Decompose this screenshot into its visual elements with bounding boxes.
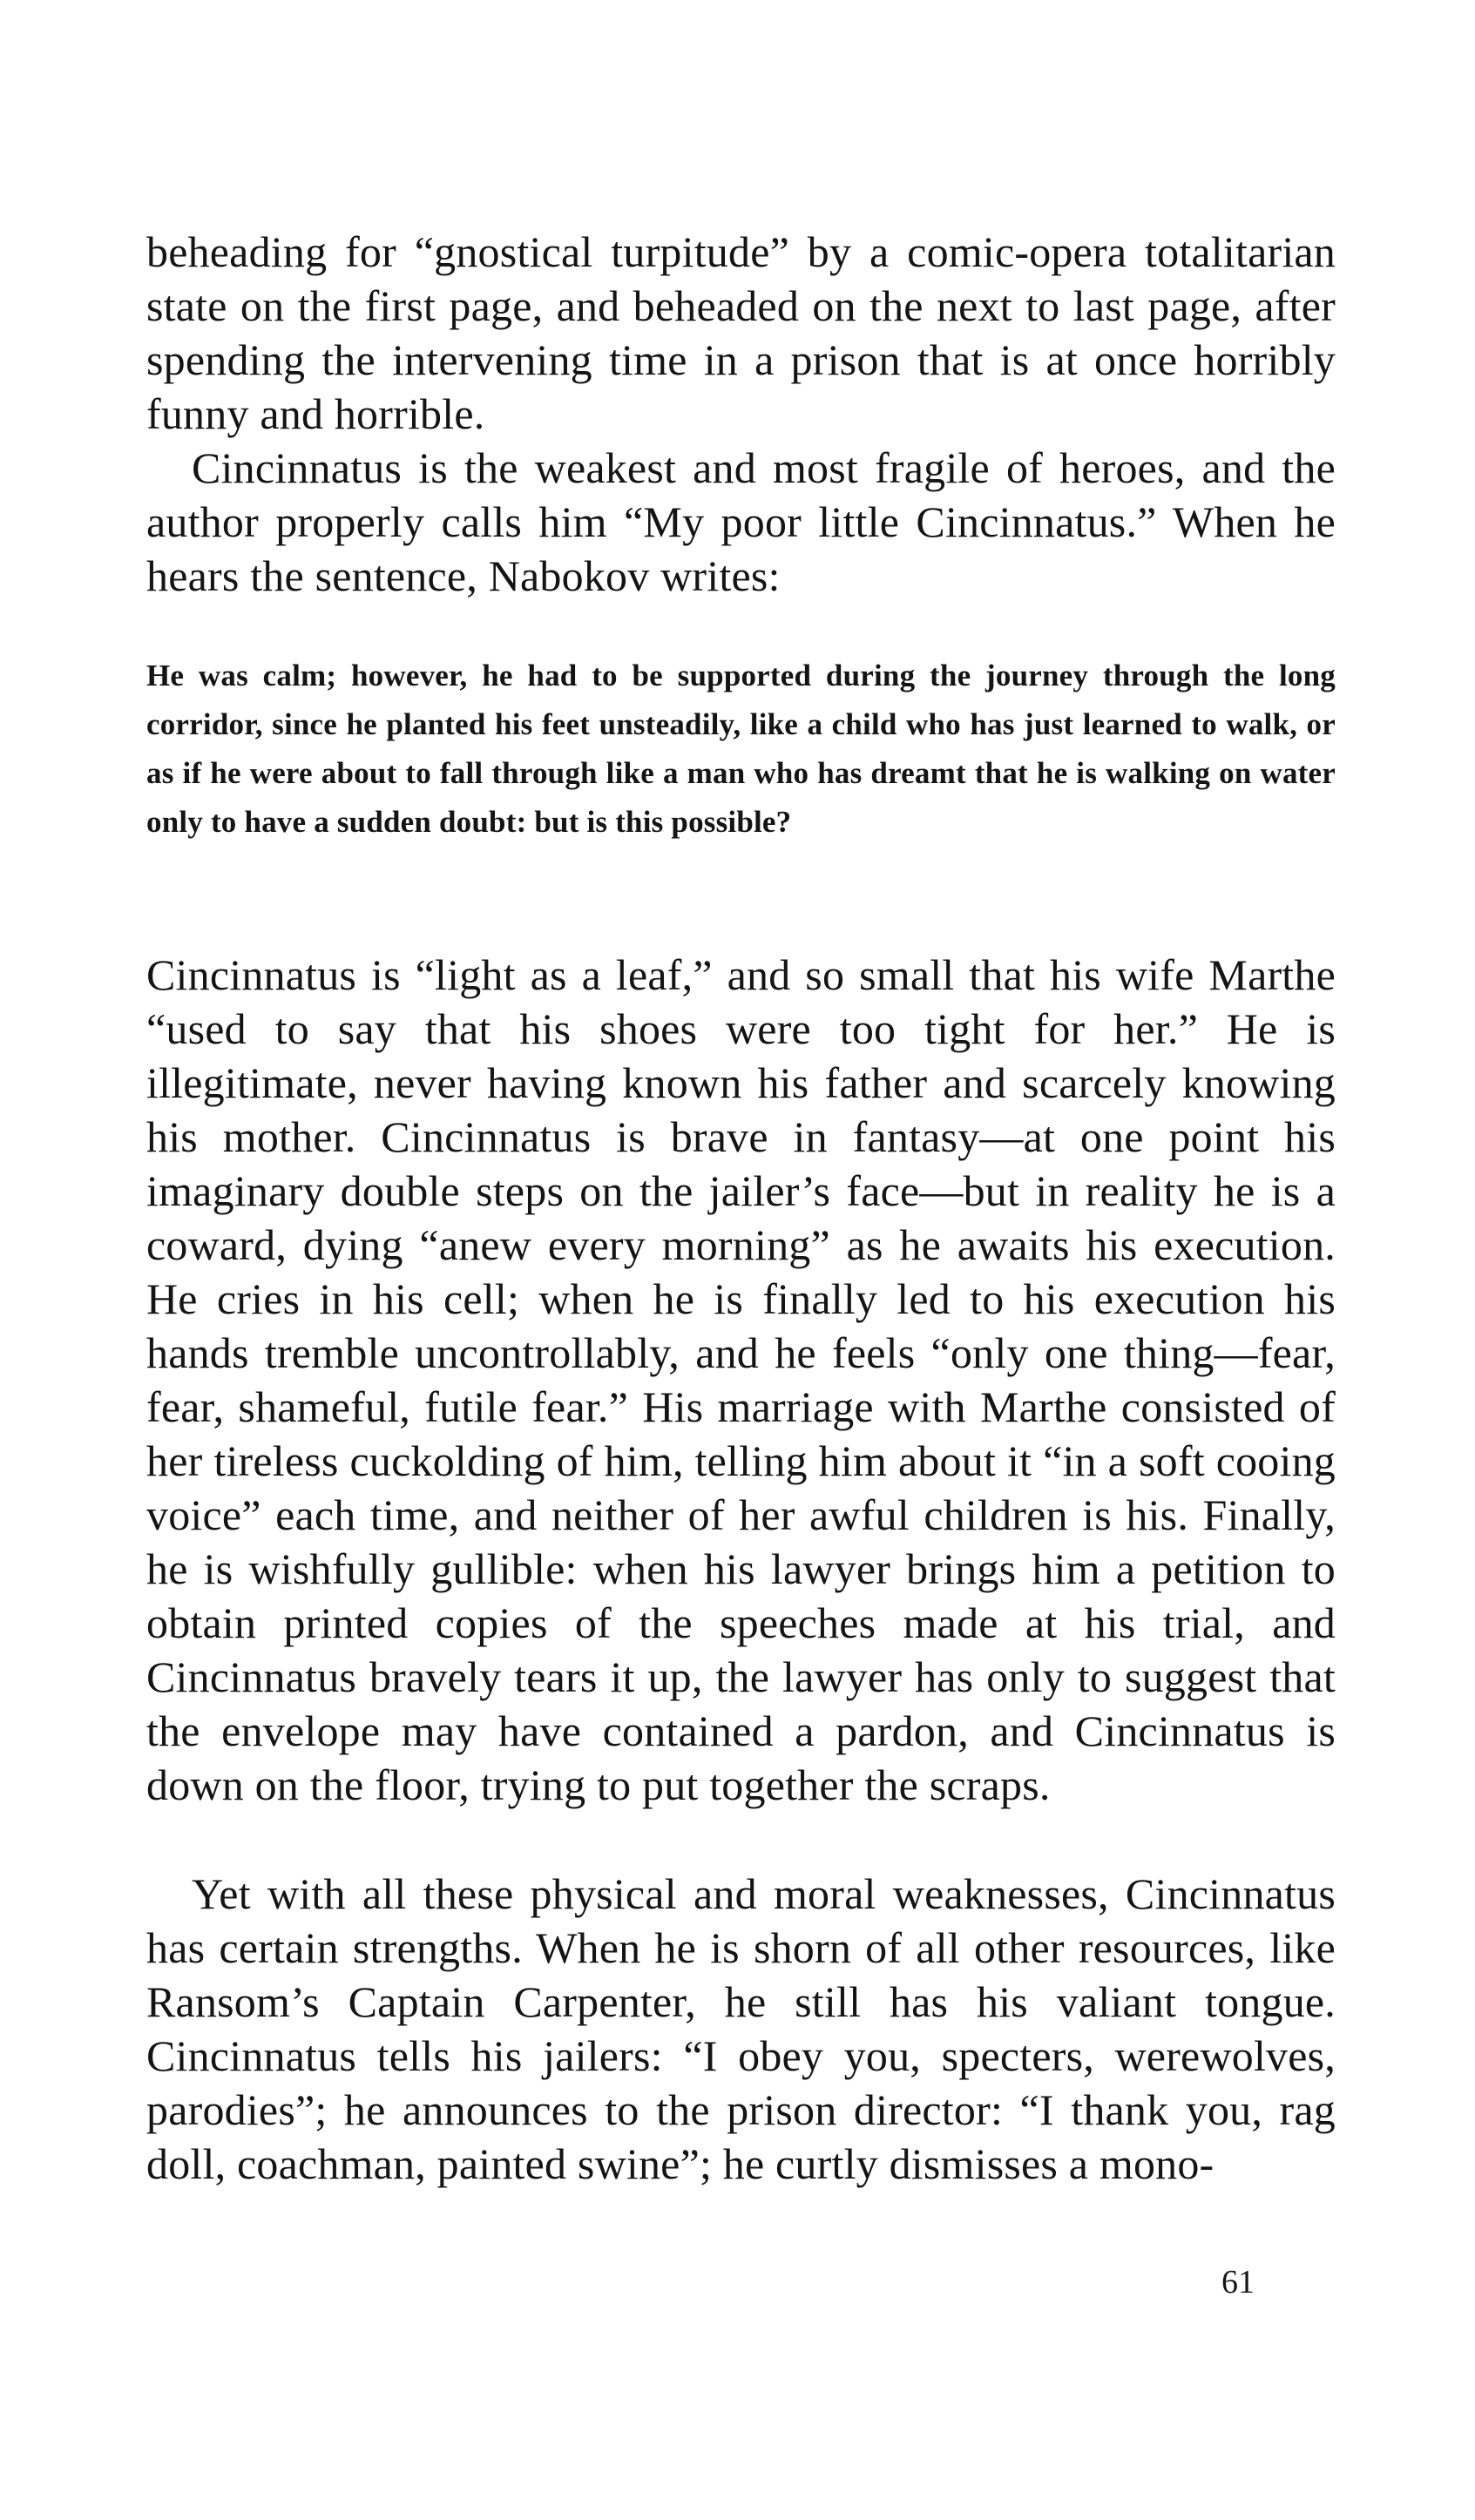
block-quote: He was calm; however, he had to be supported during the journey through the long corridor, since he planted his feet unsteadily, like a child who has just learned to walk, or as if he were about to fall through like a man who has dreamt that he is walking on water only to have a sudden doubt: but is this possible?	[146, 659, 1336, 839]
paragraph-continuation: beheading for “gnostical turpitude” by a comic-opera totalitarian state on the first page, and beheaded on the next to last page, after spending the intervening time in a prison that is at once horribly funny and horrible.	[146, 227, 1336, 438]
paragraph-light-as-leaf: Cincinnatus is “light as a leaf,” and so small that his wife Marthe “used to say that his shoes were too tight for her.” He is illegitimate, never having known his father and scarcely knowing his mother. Cincinnatus is brave in fantasy—at one point his imaginary double steps on the jailer’s face—but in reality he is a coward, dying “anew every morning” as he awaits his execution. He cries in his cell; when he is finally led to his execution his hands tremble uncontrollably, and he feels “only one thing—fear, fear, shameful, futile fear.” His marriage with Marthe consisted of her tireless cuckolding of him, telling him about it “in a soft cooing voice” each time, and neither of her awful children is his. Finally, he is wishfully gullible: when his lawyer brings him a petition to obtain printed copies of the speeches made at his trial, and Cincinnatus bravely tears it up, the lawyer has only to suggest that the envelope may have contained a pardon, and Cincinnatus is down on the floor, trying to put together the scraps.	[146, 950, 1336, 1809]
paragraph-strengths: Yet with all these physical and moral weaknesses, Cincinnatus has certain strengths. When he is shorn of all other resources, like Ransom’s Captain Carpenter, he still has his valiant tongue. Cincinnatus tells his jailers: “I obey you, specters, werewolves, parodies”; he announces to the prison director: “I thank you, rag doll, coachman, painted swine”; he curtly dismisses a mono-	[146, 1869, 1336, 2188]
paragraph-cincinnatus-weakest: Cincinnatus is the weakest and most fragile of heroes, and the author properly calls him “My poor little Cincinnatus.” When he hears the sentence, Nabokov writes:	[146, 443, 1336, 600]
body-text-middle	[146, 948, 1336, 1812]
page-number: 61	[1221, 2264, 1255, 2300]
body-text-lower	[146, 1867, 1336, 2191]
body-text-upper	[146, 225, 1336, 603]
